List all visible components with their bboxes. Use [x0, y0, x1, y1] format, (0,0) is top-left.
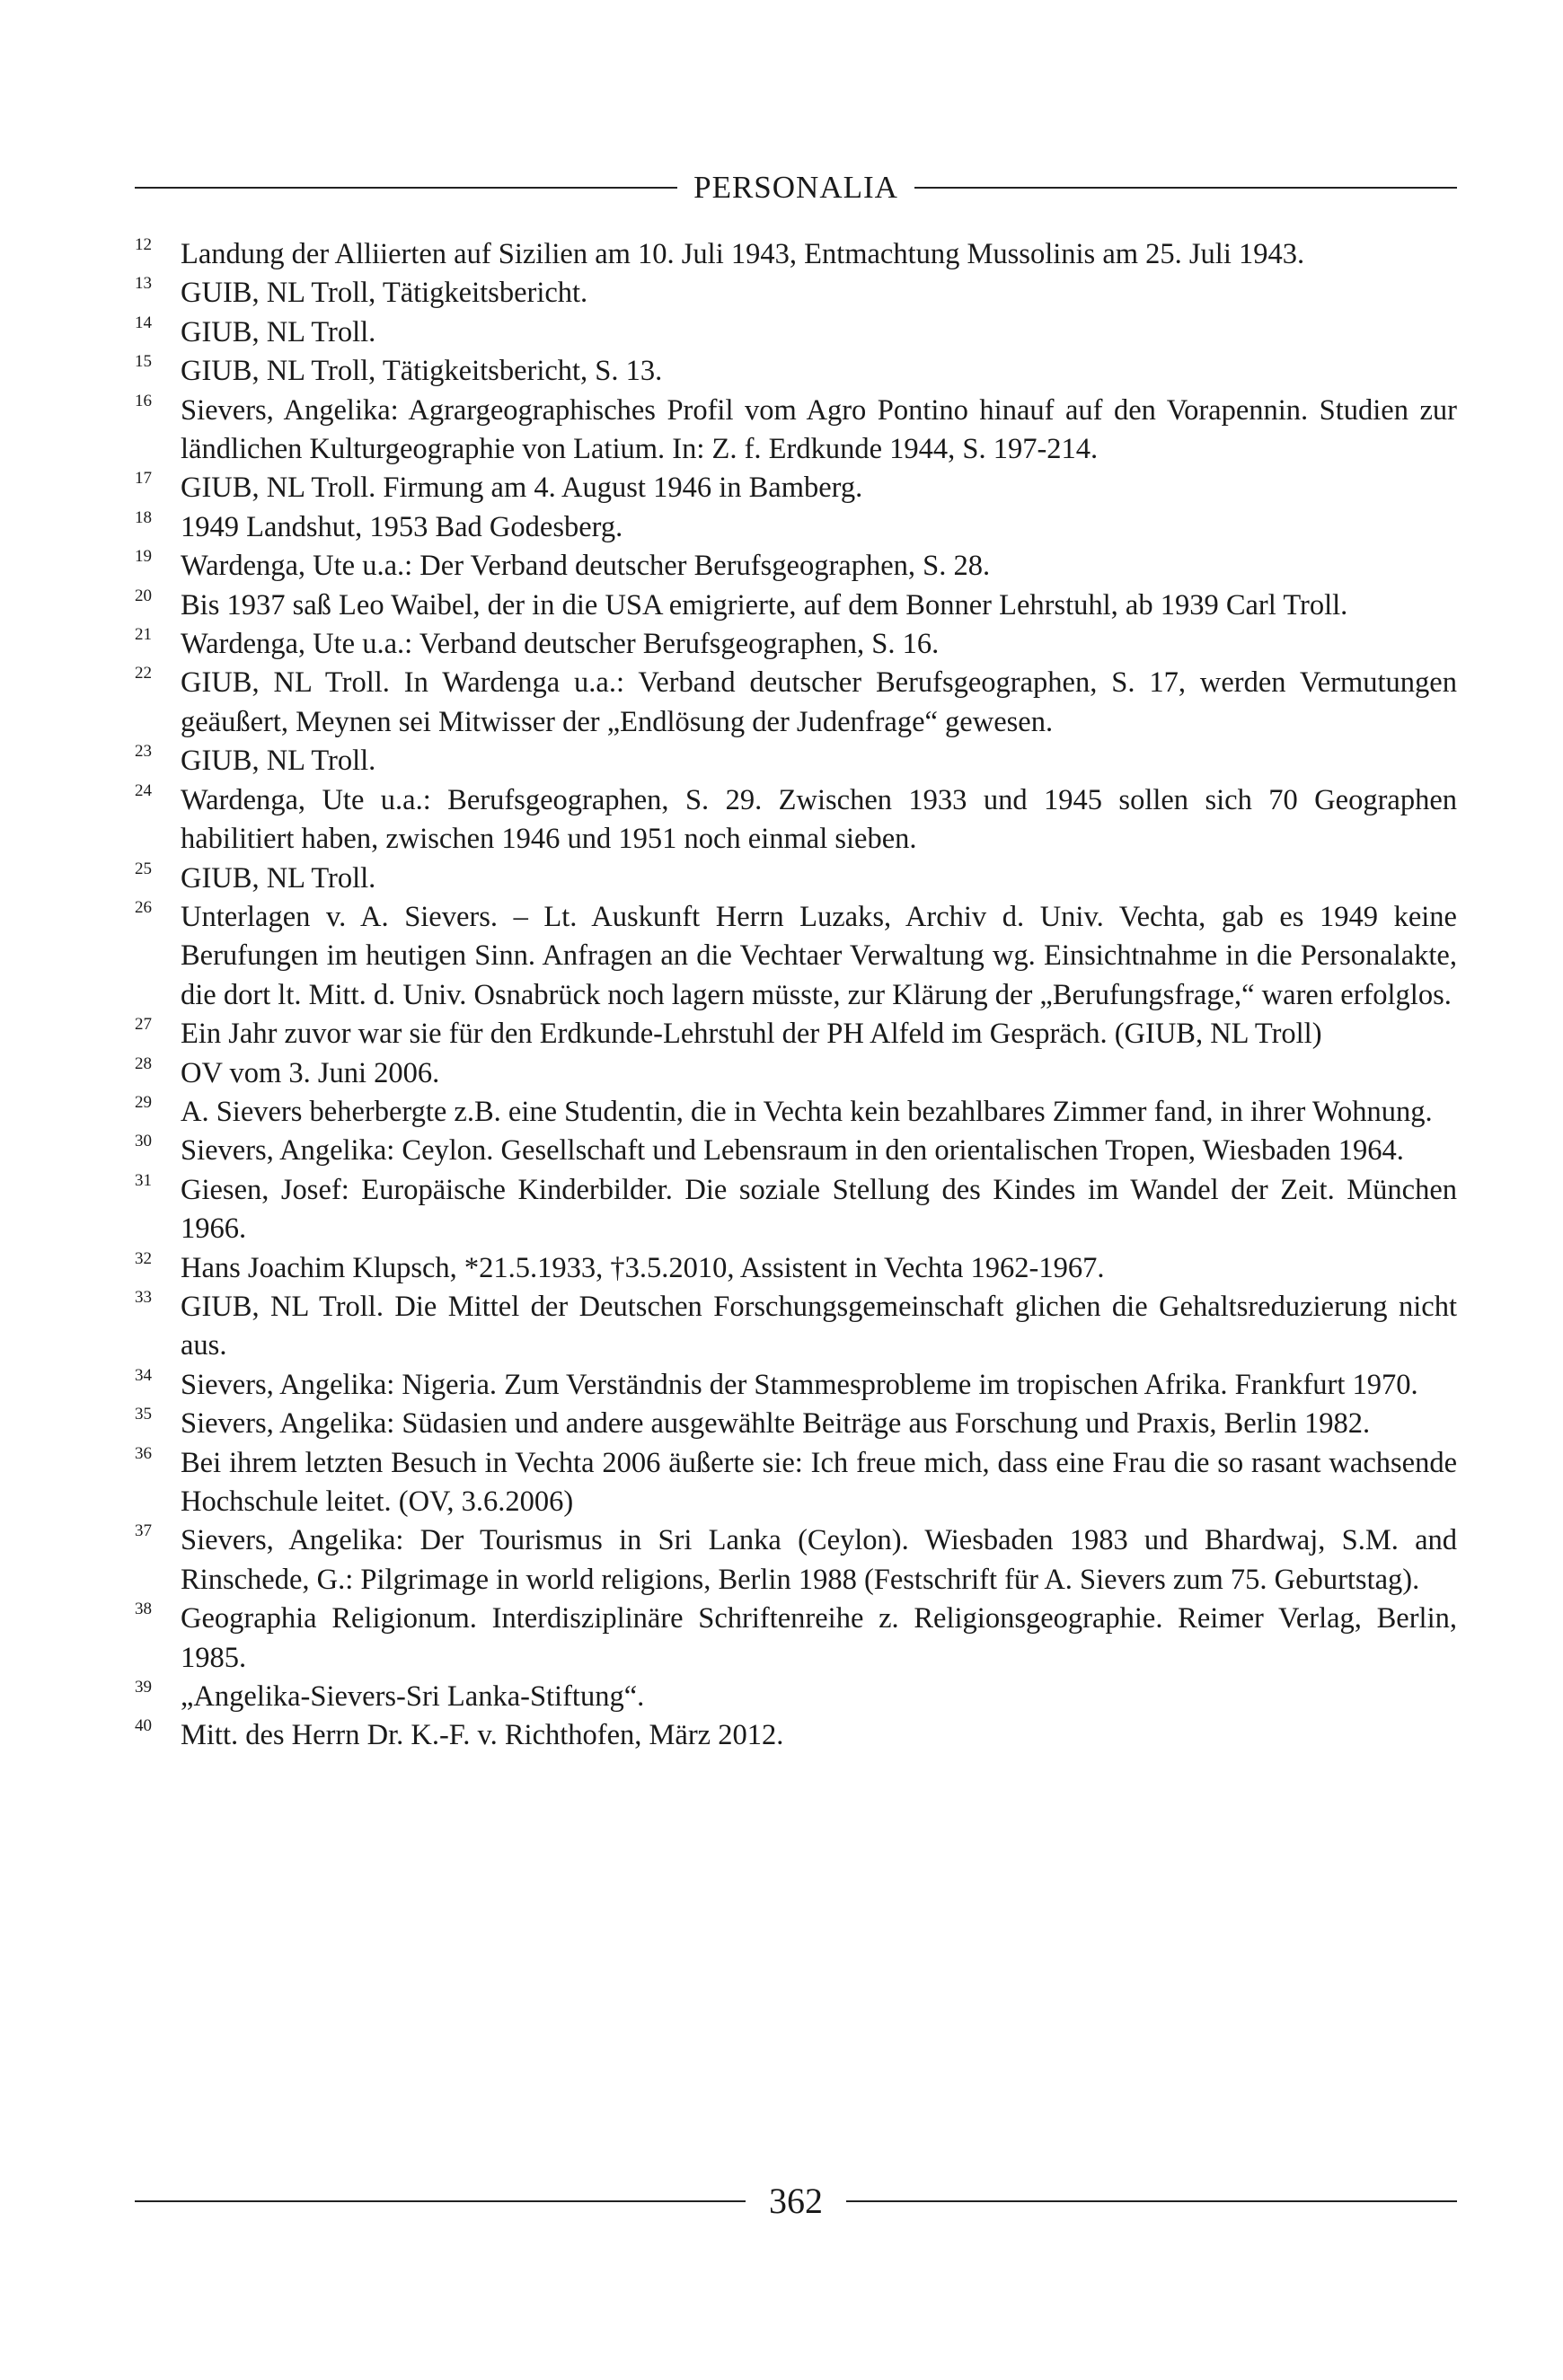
footnote: [135, 1716, 1457, 1755]
footnote-number: 17: [135, 469, 152, 489]
footnote: [135, 1054, 1457, 1093]
page-footer: [135, 2179, 1457, 2224]
footnote: [135, 1249, 1457, 1288]
footnote-text: Geographia Religionum. Interdisziplinäre Schriftenreihe z. Religionsgeographie. Reimer Verlag, Berlin, 1985.: [181, 1602, 1457, 1674]
footnote-text: Mitt. des Herrn Dr. K.-F. v. Richthofen, März 2012.: [181, 1719, 784, 1752]
footnote-number: 35: [135, 1405, 152, 1424]
footnote-text: Wardenga, Ute u.a.: Berufsgeographen, S. 29. Zwischen 1933 und 1945 sollen sich 70 Geographen habilitiert haben, zwischen 1946 und 1951 noch einmal sieben.: [181, 783, 1457, 856]
footnote: [135, 392, 1457, 470]
footnote-text: Sievers, Angelika: Agrargeographisches Profil vom Agro Pontino hinauf auf den Vorapennin. Studien zur ländlichen Kulturgeographie von Latium. In: Z. f. Erdkunde 1944, S. 197-214.: [181, 393, 1457, 466]
footnote-number: 18: [135, 507, 152, 527]
footnote: [135, 508, 1457, 547]
footnote-number: 37: [135, 1521, 152, 1541]
footnote-number: 26: [135, 897, 152, 917]
footnote-text: GIUB, NL Troll. Die Mittel der Deutschen Forschungsgemeinschaft glichen die Gehaltsreduzierung nicht aus.: [181, 1290, 1457, 1362]
footnote: [135, 1678, 1457, 1716]
footnote: [135, 274, 1457, 313]
footnote-number: 39: [135, 1678, 152, 1697]
footnote-number: 36: [135, 1443, 152, 1463]
footnote: [135, 1093, 1457, 1132]
footnote-text: GIUB, NL Troll. In Wardenga u.a.: Verband deutscher Berufsgeographen, S. 17, werden Vermutungen geäußert, Meynen sei Mitwisser der „Endlösung der Judenfrage“ gewesen.: [181, 666, 1457, 738]
footnote-number: 23: [135, 742, 152, 762]
footnote: [135, 742, 1457, 780]
footnote: [135, 1405, 1457, 1443]
footnote: [135, 1171, 1457, 1249]
footnote: [135, 547, 1457, 586]
footnote-text: GIUB, NL Troll, Tätigkeitsbericht, S. 13.: [181, 355, 663, 388]
footnote-text: Wardenga, Ute u.a.: Verband deutscher Berufsgeographen, S. 16.: [181, 628, 940, 661]
footnote: [135, 469, 1457, 507]
footnote-number: 28: [135, 1053, 152, 1073]
footnote-number: 27: [135, 1015, 152, 1035]
footnote-text: Hans Joachim Klupsch, *21.5.1933, †3.5.2010, Assistent in Vechta 1962-1967.: [181, 1251, 1105, 1284]
footnote: [135, 1444, 1457, 1522]
footnote: [135, 1521, 1457, 1600]
footnote-text: Bei ihrem letzten Besuch in Vechta 2006 äußerte sie: Ich freue mich, dass eine Frau die so rasant wachsende Hochschule leitet. (OV, 3.6.2006): [181, 1446, 1457, 1518]
footnote-text: Landung der Alliierten auf Sizilien am 10. Juli 1943, Entmachtung Mussolinis am 25. Juli 1943.: [181, 238, 1305, 270]
footnote-text: GIUB, NL Troll.: [181, 861, 376, 895]
footnote-number: 19: [135, 547, 152, 567]
footnote-number: 33: [135, 1287, 152, 1307]
header-rule-left: [135, 187, 677, 189]
footnote: [135, 781, 1457, 859]
footnote-number: 16: [135, 391, 152, 410]
footnotes-list: [135, 235, 1457, 1756]
header-title: PERSONALIA: [693, 170, 898, 205]
footnote: [135, 1132, 1457, 1170]
footnote-text: OV vom 3. Juni 2006.: [181, 1056, 440, 1089]
footnote-number: 20: [135, 586, 152, 605]
footnote: [135, 625, 1457, 664]
footnote-number: 31: [135, 1170, 152, 1190]
footnote: [135, 1366, 1457, 1405]
footnote-text: Sievers, Angelika: Der Tourismus in Sri Lanka (Ceylon). Wiesbaden 1983 und Bhardwaj, S.M. and Rinschede, G.: Pilgrimage in world religions, Berlin 1988 (Festschrift für A. Sievers zum 75. Geburtstag).: [181, 1524, 1457, 1596]
footnote: [135, 664, 1457, 742]
footnote-text: 1949 Landshut, 1953 Bad Godesberg.: [181, 510, 623, 543]
footnote: [135, 1015, 1457, 1053]
footnote-number: 25: [135, 859, 152, 878]
footnote-number: 14: [135, 313, 152, 332]
footnote: [135, 313, 1457, 352]
footnote-number: 12: [135, 235, 152, 254]
footnote-text: GUIB, NL Troll, Tätigkeitsbericht.: [181, 277, 588, 310]
footnote: [135, 898, 1457, 1015]
footnote-number: 38: [135, 1600, 152, 1619]
footnote-text: Sievers, Angelika: Südasien und andere ausgewählte Beiträge aus Forschung und Praxis, Berlin 1982.: [181, 1407, 1371, 1441]
footnote-text: Sievers, Angelika: Ceylon. Gesellschaft und Lebensraum in den orientalischen Tropen, Wiesbaden 1964.: [181, 1134, 1404, 1168]
header-rule-right: [914, 187, 1457, 189]
footnote-text: Bis 1937 saß Leo Waibel, der in die USA emigrierte, auf dem Bonner Lehrstuhl, ab 1939 Carl Troll.: [181, 588, 1348, 621]
footnote-text: A. Sievers beherbergte z.B. eine Studentin, die in Vechta kein bezahlbares Zimmer fand, in ihrer Wohnung.: [181, 1095, 1433, 1128]
footnote-text: Wardenga, Ute u.a.: Der Verband deutscher Berufsgeographen, S. 28.: [181, 550, 991, 583]
footnote-number: 22: [135, 664, 152, 683]
footnote-number: 32: [135, 1248, 152, 1268]
footnote-number: 15: [135, 352, 152, 372]
footnote-text: Sievers, Angelika: Nigeria. Zum Verständnis der Stammesprobleme im tropischen Afrika. Frankfurt 1970.: [181, 1368, 1418, 1401]
footnote-text: Giesen, Josef: Europäische Kinderbilder. Die soziale Stellung des Kindes im Wandel der Zeit. München 1966.: [181, 1173, 1457, 1246]
footnote-text: Ein Jahr zuvor war sie für den Erdkunde-Lehrstuhl der PH Alfeld im Gespräch. (GIUB, NL Troll): [181, 1018, 1322, 1051]
footnote-text: GIUB, NL Troll. Firmung am 4. August 1946 in Bamberg.: [181, 472, 863, 505]
footnote-number: 40: [135, 1716, 152, 1736]
running-header: [135, 167, 1457, 208]
footnote-text: Unterlagen v. A. Sievers. – Lt. Auskunft Herrn Luzaks, Archiv d. Univ. Vechta, gab es 1949 keine Berufungen im heutigen Sinn. Anfragen an die Vechtaer Verwaltung wg. Einsichtnahme in die Personalakte, die dort lt. Mitt. d. Univ. Osnabrück noch lagern müsste, zur Klärung der „Berufungsfrage,“ waren erfolglos.: [181, 900, 1457, 1011]
footnote-number: 24: [135, 780, 152, 800]
footnote: [135, 859, 1457, 898]
footnote: [135, 1600, 1457, 1678]
footnote: [135, 235, 1457, 274]
footnote-number: 21: [135, 625, 152, 645]
footnote: [135, 1288, 1457, 1366]
page-number: 362: [769, 2181, 823, 2221]
footnote-number: 34: [135, 1365, 152, 1385]
footnote-text: „Angelika-Sievers-Sri Lanka-Stiftung“.: [181, 1680, 645, 1714]
footnote: [135, 586, 1457, 625]
footnote-number: 30: [135, 1132, 152, 1151]
footnote-text: GIUB, NL Troll.: [181, 745, 376, 778]
footer-rule-right: [846, 2200, 1457, 2202]
footer-rule-left: [135, 2200, 746, 2202]
footnote-number: 29: [135, 1092, 152, 1112]
footnote: [135, 352, 1457, 391]
footnote-text: GIUB, NL Troll.: [181, 315, 376, 348]
footnote-number: 13: [135, 274, 152, 294]
